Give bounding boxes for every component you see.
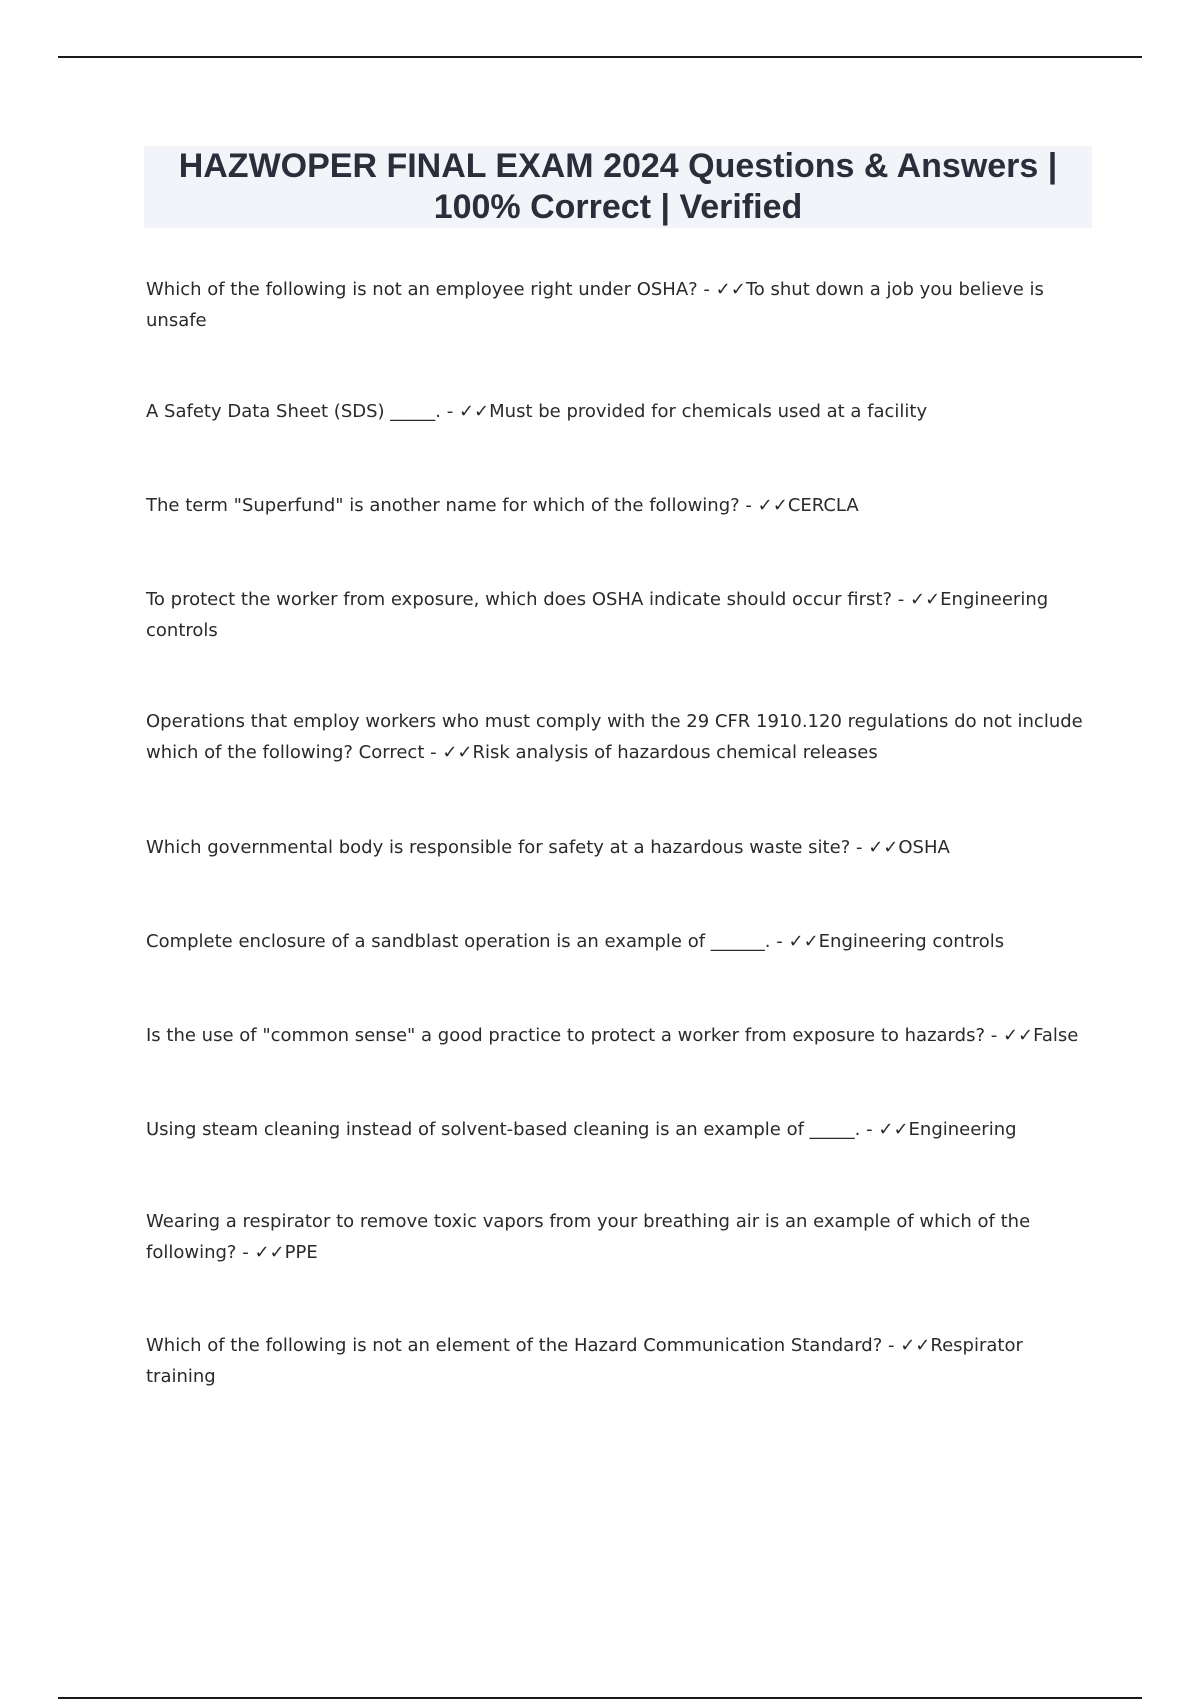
qa-item — [146, 584, 1086, 646]
double-check-icon: ✓✓ — [458, 401, 490, 422]
separator: - — [770, 931, 789, 952]
answer-text: PPE — [284, 1242, 318, 1263]
double-check-icon: ✓✓ — [788, 931, 819, 952]
separator: - — [892, 589, 910, 610]
title-line-2: 100% Correct | Verified — [433, 188, 803, 226]
double-check-icon: ✓✓ — [757, 495, 788, 516]
separator: - — [882, 1335, 901, 1356]
question-text: Complete enclosure of a sandblast operation is an example of ______. — [146, 931, 771, 952]
answer-text: Respirator training — [146, 1335, 1023, 1387]
double-check-icon: ✓✓ — [900, 1335, 931, 1356]
question-text: The term "Superfund" is another name for which of the following? — [146, 495, 740, 516]
separator: - — [850, 837, 869, 858]
question-text: To protect the worker from exposure, which does OSHA indicate should occur first? — [146, 589, 893, 610]
separator: - — [236, 1242, 255, 1263]
separator: - — [697, 279, 716, 300]
qa-item — [146, 490, 1086, 521]
bottom-rule — [58, 1697, 1142, 1699]
question-text: Using steam cleaning instead of solvent-based cleaning is an example of _____. — [146, 1119, 861, 1140]
qa-item — [146, 1114, 1086, 1145]
qa-item — [146, 1330, 1086, 1392]
qa-item — [146, 832, 1086, 863]
answer-text: Engineering controls — [818, 931, 1005, 952]
qa-item — [146, 706, 1086, 768]
question-text: Is the use of "common sense" a good practice to protect a worker from exposure to hazards? — [146, 1025, 985, 1046]
question-text: Which of the following is not an employee right under OSHA? — [146, 279, 698, 300]
separator: - — [739, 495, 758, 516]
title-line-1: HAZWOPER FINAL EXAM 2024 Questions & Answers | — [178, 147, 1058, 185]
qa-item — [146, 926, 1086, 957]
separator: - — [860, 1119, 879, 1140]
answer-text: OSHA — [898, 837, 950, 858]
separator: - — [424, 742, 443, 763]
double-check-icon: ✓✓ — [868, 837, 899, 858]
question-text: Which of the following is not an element of the Hazard Communication Standard? — [146, 1335, 883, 1356]
answer-text: Risk analysis of hazardous chemical releases — [472, 742, 878, 763]
question-text: A Safety Data Sheet (SDS) _____. — [146, 401, 441, 422]
top-rule — [58, 56, 1142, 58]
separator: - — [441, 401, 459, 422]
double-check-icon: ✓✓ — [254, 1242, 285, 1263]
separator: - — [985, 1025, 1003, 1046]
document-title — [144, 146, 1092, 228]
answer-text: Must be provided for chemicals used at a facility — [489, 401, 928, 422]
double-check-icon: ✓✓ — [442, 742, 473, 763]
qa-item — [146, 274, 1086, 336]
qa-item — [146, 396, 1086, 427]
question-text: Operations that employ workers who must comply with the 29 CFR 1910.120 regulations do not include which of the following? Correct — [146, 711, 1083, 763]
qa-item — [146, 1206, 1086, 1268]
qa-item — [146, 1020, 1086, 1051]
double-check-icon: ✓✓ — [1002, 1025, 1034, 1046]
question-text: Which governmental body is responsible for safety at a hazardous waste site? — [146, 837, 851, 858]
answer-text: Engineering controls — [146, 589, 1049, 641]
question-text: Wearing a respirator to remove toxic vapors from your breathing air is an example of which of the following? — [146, 1211, 1031, 1263]
answer-text: CERCLA — [787, 495, 859, 516]
double-check-icon: ✓✓ — [910, 589, 941, 610]
answer-text: False — [1033, 1025, 1079, 1046]
double-check-icon: ✓✓ — [878, 1119, 909, 1140]
answer-text: Engineering — [908, 1119, 1017, 1140]
answer-text: To shut down a job you believe is unsafe — [146, 279, 1044, 331]
double-check-icon: ✓✓ — [715, 279, 746, 300]
